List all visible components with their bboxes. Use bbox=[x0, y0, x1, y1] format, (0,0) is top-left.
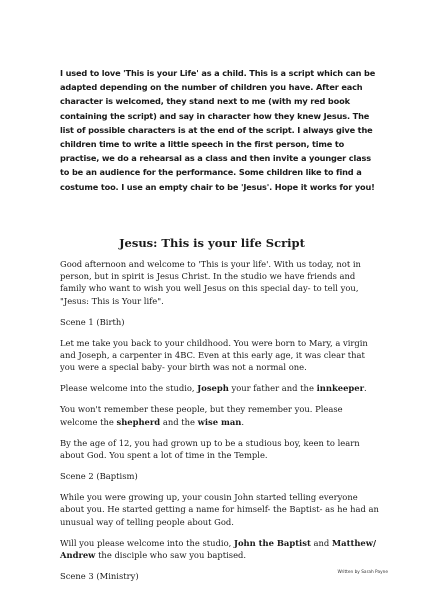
welcome-text: your father and the bbox=[228, 383, 317, 394]
welcome-text: . bbox=[241, 416, 245, 427]
welcome-text: You won't remember these people, but they remember you. Please welcome the bbox=[60, 404, 343, 427]
welcome-text: and the bbox=[160, 416, 198, 427]
scene-2-welcome-john bbox=[60, 537, 380, 561]
character-john-the-baptist: John the Baptist bbox=[233, 537, 311, 548]
opening-paragraph: Good afternoon and welcome to 'This is your life'. With us today, not in person, but in spirit is Jesus Christ. In the studio we have friends and family who want to wish you well Jesus on this special day- to tell you, "Jesus: This is Your life". bbox=[60, 259, 361, 306]
scene-2-paragraph: While you were growing up, your cousin John started telling everyone about you. He started getting a name for himself- the Baptist- as he had an unusual way of telling people about God. bbox=[60, 492, 379, 527]
script-title: Jesus: This is your life Script bbox=[119, 236, 305, 250]
scene-3-heading: Scene 3 (Ministry) bbox=[60, 570, 139, 581]
welcome-text: and bbox=[310, 537, 332, 548]
character-wise-man: wise man bbox=[197, 416, 242, 427]
scene-1-temple-paragraph: By the age of 12, you had grown up to be a studious boy, keen to learn about God. You spent a lot of time in the Temple. bbox=[60, 437, 360, 460]
welcome-text: Will you please welcome into the studio, bbox=[60, 537, 234, 548]
character-shepherd: shepherd bbox=[116, 416, 161, 427]
welcome-text: Please welcome into the studio, bbox=[60, 383, 198, 394]
character-matthew-andrew: Matthew/ Andrew bbox=[60, 537, 377, 560]
scene-1-heading: Scene 1 (Birth) bbox=[60, 316, 125, 327]
character-joseph: Joseph bbox=[197, 383, 229, 394]
character-innkeeper: innkeeper bbox=[316, 383, 364, 394]
scene-1-welcome-joseph bbox=[60, 382, 380, 394]
welcome-text: the disciple who saw you baptised. bbox=[95, 549, 247, 560]
script-body bbox=[60, 258, 380, 591]
scene-1-paragraph: Let me take you back to your childhood. You were born to Mary, a virgin and Joseph, a carpenter in 4BC. Even at this early age, it was clear that you were a special baby- your birth was not a normal one. bbox=[60, 338, 368, 373]
author-credit: Written by Sarah Payne bbox=[337, 570, 388, 575]
scene-2-heading: Scene 2 (Baptism) bbox=[60, 470, 138, 481]
intro-note: I used to love 'This is your Life' as a child. This is a script which can be adapted depending on the number of children you have. After each character is welcomed, they stand next to me (with my red book containing the script) and say in character how they knew Jesus. The list of possible characters is at the end of the script. I always give the children time to write a little speech in the first person, time to practise, we do a rehearsal as a class and then invite a younger class to be an audience for the performance. Some children like to find a costume too. I use an empty chair to be 'Jesus'. Hope it works for you! bbox=[60, 68, 376, 192]
welcome-text: . bbox=[364, 383, 367, 394]
scene-1-welcome-shepherd bbox=[60, 403, 380, 427]
